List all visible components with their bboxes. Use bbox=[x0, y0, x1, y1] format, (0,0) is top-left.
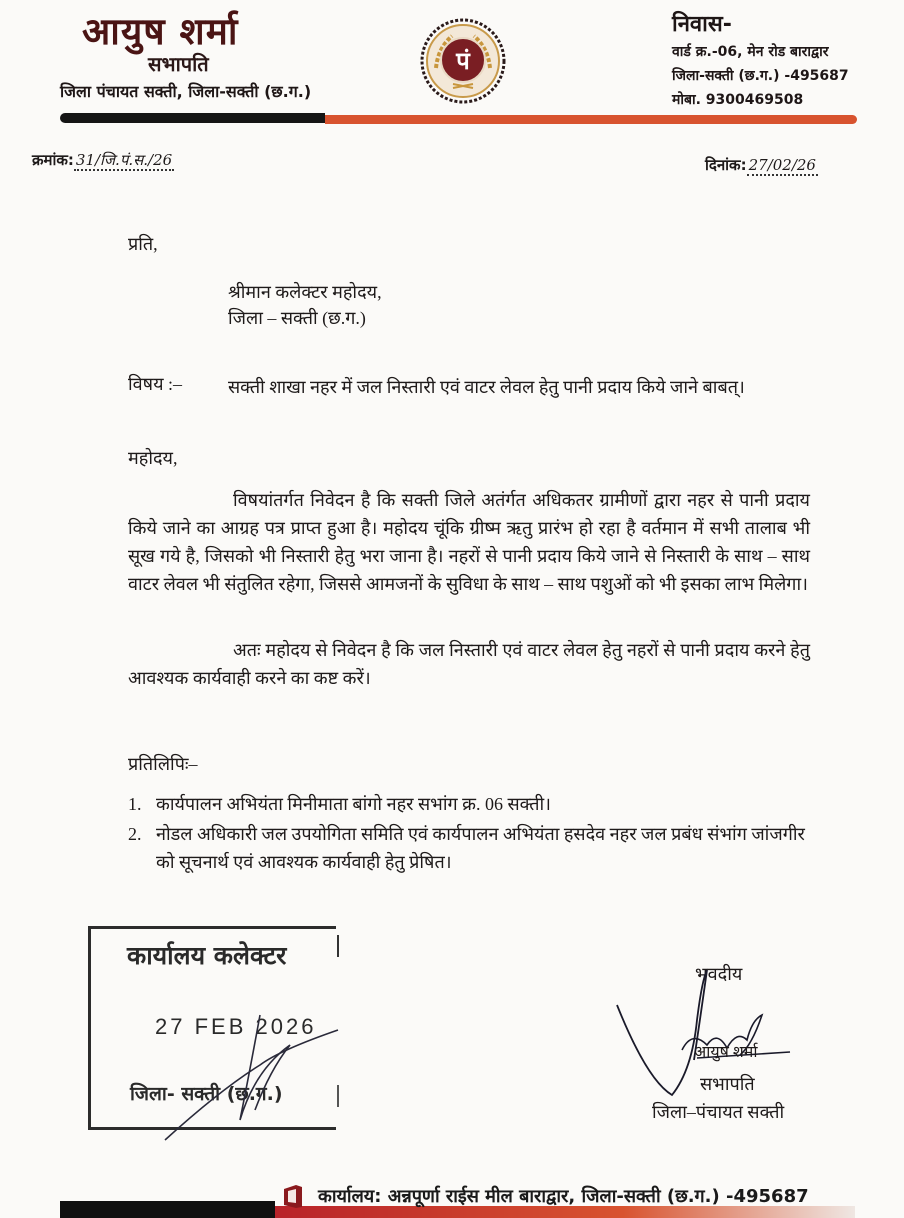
sender-name: आयुष शर्मा bbox=[82, 10, 239, 53]
sender-designation: सभापति bbox=[148, 52, 209, 76]
panchayat-logo-icon bbox=[420, 18, 506, 104]
addressee-to: प्रति, bbox=[128, 234, 158, 254]
signatory-organization: जिला–पंचायत सक्ती bbox=[652, 1102, 785, 1122]
copy-to-item-text: कार्यपालन अभियंता मिनीमाता बांगो नहर सभांग क्र. 06 सक्ती। bbox=[156, 794, 552, 814]
header-rule-orange bbox=[325, 115, 857, 124]
stamp-title: कार्यालय कलेक्टर bbox=[127, 941, 287, 970]
addressee-line-2: जिला – सक्ती (छ.ग.) bbox=[228, 308, 366, 328]
copy-to-item-text: नोडल अधिकारी जल उपयोगिता समिति एवं कार्यपालन अभियंता हसदेव नहर जल प्रबंध संभांग जांजगीर को सूचनार्थ एवं आवश्यक कार्यवाही हेतु प्रेषित। bbox=[156, 824, 805, 872]
footer-office-address: कार्यालय: अन्नपूर्णा राईस मील बाराद्वार, जिला-सक्ती (छ.ग.) -495687 bbox=[318, 1186, 809, 1207]
copy-to-item-number: 1. bbox=[128, 794, 142, 814]
body-paragraph-2: अतः महोदय से निवेदन है कि जल निस्तारी एवं वाटर लेवल हेतु नहरों से पानी प्रदाय करने हेतु आवश्यक कार्यवाही करने का कष्ट करें। bbox=[128, 640, 810, 688]
stamp-initials-scribble-icon bbox=[160, 1010, 340, 1145]
stamp-edge bbox=[337, 935, 339, 957]
signatory-designation: सभापति bbox=[700, 1074, 755, 1094]
header-rule-black bbox=[60, 113, 325, 123]
letter-date bbox=[705, 155, 818, 175]
closing-text: भवदीय bbox=[695, 964, 743, 984]
reference-value: 31/जि.पं.स./26 bbox=[75, 151, 173, 169]
subject-label: विषय :– bbox=[128, 374, 183, 394]
copy-to-item-number: 2. bbox=[128, 824, 142, 844]
residence-district: जिला-सक्ती (छ.ग.) -495687 bbox=[672, 68, 849, 84]
greeting: महोदय, bbox=[128, 448, 178, 468]
residence-mobile: मोबा. 9300469508 bbox=[672, 92, 804, 108]
svg-text:पं: पं bbox=[456, 47, 470, 75]
residence-title: निवास- bbox=[672, 12, 732, 37]
residence-address: वार्ड क्र.-06, मेन रोड बाराद्वार bbox=[672, 44, 829, 60]
copy-to-item bbox=[128, 790, 818, 818]
copy-to-item bbox=[128, 820, 818, 876]
reference-number bbox=[32, 150, 174, 170]
addressee-line-1: श्रीमान कलेक्टर महोदय, bbox=[228, 282, 382, 302]
stamp-place: जिला- सक्ती (छ.ग.) bbox=[130, 1083, 283, 1105]
subject-text: सक्ती शाखा नहर में जल निस्तारी एवं वाटर लेवल हेतु पानी प्रदाय किये जाने बाबत्। bbox=[228, 377, 745, 397]
copy-to-label: प्रतिलिपिः– bbox=[128, 754, 198, 774]
date-value: 27/02/26 bbox=[748, 156, 816, 174]
reference-label: क्रमांक: bbox=[32, 151, 74, 169]
date-label: दिनांक: bbox=[705, 156, 747, 174]
signatory-name: आयुष शर्मा bbox=[694, 1044, 758, 1061]
sender-organization: जिला पंचायत सक्ती, जिला-सक्ती (छ.ग.) bbox=[60, 82, 312, 101]
office-building-icon bbox=[282, 1183, 304, 1209]
body-paragraph-1: विषयांतर्गत निवेदन है कि सक्ती जिले अतंर्गत अधिकतर ग्रामीणों द्वारा नहर से पानी प्रदाय किये जाने का आग्रह पत्र प्राप्त हुआ है। महोदय चूंकि ग्रीष्म ऋतु प्रारंभ हो रहा है वर्तमान में सभी तालाब भी सूख गये है, जिसको भी निस्तारी हेतु भरा जाना है। नहरों से पानी प्रदाय किये जाने से निस्तारी के साथ – साथ वाटर लेवल भी संतुलित रहेगा, जिससे आमजनों के सुविधा के साथ – साथ पशुओं को भी इसका लाभ मिलेगा। bbox=[128, 490, 810, 594]
copy-to-list bbox=[128, 790, 818, 878]
stamp-date: 27 FEB 2026 bbox=[155, 1014, 317, 1039]
footer-rule-black bbox=[60, 1201, 275, 1218]
